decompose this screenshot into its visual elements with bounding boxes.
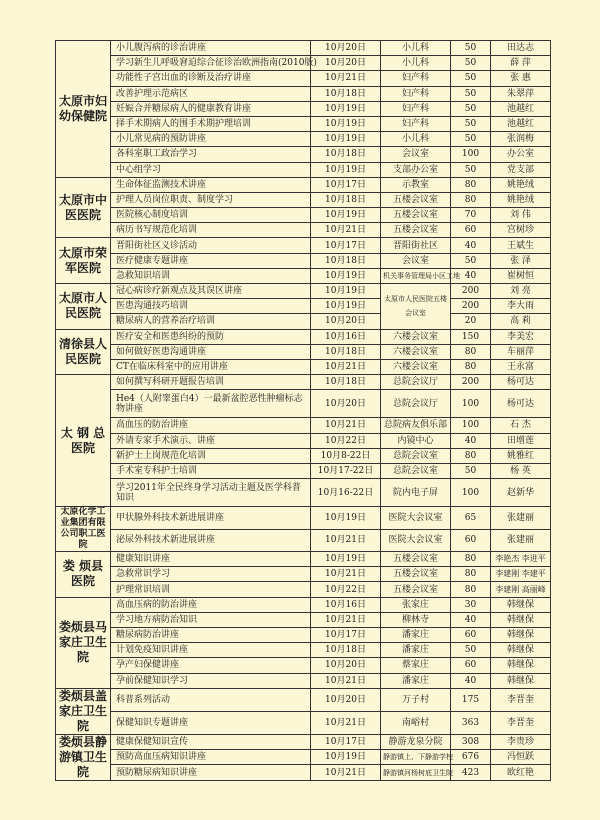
place-cell: 南峪村 [381, 711, 451, 734]
table-row [56, 223, 551, 238]
topic-cell: 高血压的防治讲座 [111, 418, 311, 433]
count-cell: 676 [451, 750, 491, 765]
topic-cell: 甲状腺外科技术新进展讲座 [111, 507, 311, 530]
topic-cell: 各科室职工政治学习 [111, 147, 311, 162]
person-cell: 李美宏 [491, 329, 551, 344]
date-cell: 10月18日 [311, 147, 381, 162]
date-cell: 10月20日 [311, 56, 381, 71]
count-cell: 200 [451, 299, 491, 314]
count-cell: 50 [451, 162, 491, 177]
place-cell: 总院会议厅 [381, 390, 451, 418]
topic-cell: 急救常识学习 [111, 567, 311, 582]
place-cell: 五楼会议室 [381, 582, 451, 597]
person-cell: 党支部 [491, 162, 551, 177]
person-cell: 张 泽 [491, 253, 551, 268]
date-cell: 10月20日 [311, 688, 381, 711]
place-cell: 晋阳街社区 [381, 238, 451, 253]
place-cell: 总院会议室 [381, 448, 451, 463]
count-cell: 40 [451, 268, 491, 283]
count-cell: 40 [451, 433, 491, 448]
schedule-sheet [55, 40, 550, 781]
date-cell: 10月19日 [311, 284, 381, 299]
topic-cell: 功能性子宫出血的诊断及治疗讲座 [111, 71, 311, 86]
date-cell: 10月22日 [311, 433, 381, 448]
person-cell: 办公室 [491, 147, 551, 162]
table-row [56, 673, 551, 688]
table-row [56, 597, 551, 612]
place-cell: 妇产科 [381, 116, 451, 131]
place-cell: 医院大会议室 [381, 529, 451, 552]
date-cell: 10月19日 [311, 507, 381, 530]
date-cell: 10月19日 [311, 208, 381, 223]
person-cell: 刘 伟 [491, 208, 551, 223]
person-cell: 张建丽 [491, 507, 551, 530]
person-cell: 池越红 [491, 101, 551, 116]
topic-cell: 如何撰写科研开题报告培训 [111, 375, 311, 390]
table-row [56, 268, 551, 283]
count-cell: 50 [451, 253, 491, 268]
topic-cell: 医疗健康专题讲座 [111, 253, 311, 268]
topic-cell: 学习地方病防治知识 [111, 612, 311, 627]
table-row [56, 284, 551, 299]
person-cell: 欧红艳 [491, 765, 551, 780]
topic-cell: 冠心病诊疗新观点及其误区讲座 [111, 284, 311, 299]
date-cell: 10月16-22日 [311, 479, 381, 507]
topic-cell: CT在临床科室中的应用讲座 [111, 359, 311, 374]
place-cell: 静游镇河杨树底卫生院 [381, 765, 451, 780]
date-cell: 10月21日 [311, 359, 381, 374]
topic-cell: 预防高血压病知识讲座 [111, 750, 311, 765]
table-row [56, 375, 551, 390]
date-cell: 10月16日 [311, 597, 381, 612]
table-row [56, 116, 551, 131]
count-cell: 100 [451, 418, 491, 433]
person-cell: 李贵珍 [491, 734, 551, 749]
count-cell: 80 [451, 359, 491, 374]
place-cell: 六楼会议室 [381, 359, 451, 374]
person-cell: 李建刚 高丽峰 [491, 582, 551, 597]
topic-cell: 晋阳街社区义诊活动 [111, 238, 311, 253]
count-cell: 50 [451, 56, 491, 71]
place-cell: 五楼会议室 [381, 192, 451, 207]
date-cell: 10月19日 [311, 101, 381, 116]
table-row [56, 147, 551, 162]
unit-cell: 太 钢 总医院 [56, 375, 111, 507]
person-cell: 韩继保 [491, 628, 551, 643]
date-cell: 10月17日 [311, 238, 381, 253]
person-cell: 姚雅红 [491, 448, 551, 463]
table-row [56, 162, 551, 177]
table-row [56, 390, 551, 418]
place-cell: 静游镇上、下静游学校 [381, 750, 451, 765]
unit-cell: 太原市人民医院 [56, 284, 111, 330]
count-cell: 80 [451, 177, 491, 192]
unit-cell: 娄烦县盖家庄卫生院 [56, 688, 111, 734]
table-row [56, 479, 551, 507]
topic-cell: 孕产妇保健讲座 [111, 658, 311, 673]
date-cell: 10月21日 [311, 418, 381, 433]
person-cell: 姚艳绒 [491, 192, 551, 207]
person-cell: 杨可达 [491, 390, 551, 418]
person-cell: 薛 萍 [491, 56, 551, 71]
table-row [56, 101, 551, 116]
table-row [56, 612, 551, 627]
unit-cell: 娄烦县马家庄卫生院 [56, 597, 111, 688]
topic-cell: 健康保健知识宣传 [111, 734, 311, 749]
count-cell: 150 [451, 329, 491, 344]
person-cell: 冯恒跃 [491, 750, 551, 765]
place-cell: 潘家庄 [381, 673, 451, 688]
count-cell: 175 [451, 688, 491, 711]
topic-cell: 科普系列活动 [111, 688, 311, 711]
count-cell: 40 [451, 673, 491, 688]
table-row [56, 628, 551, 643]
place-cell: 五楼会议室 [381, 223, 451, 238]
person-cell: 车丽萍 [491, 344, 551, 359]
place-cell: 蔡家庄 [381, 658, 451, 673]
topic-cell: 小儿腹泻病的诊治讲座 [111, 41, 311, 56]
date-cell: 10月19日 [311, 116, 381, 131]
person-cell: 韩继保 [491, 597, 551, 612]
date-cell: 10月20日 [311, 658, 381, 673]
topic-cell: 妊娠合并糖尿病人的健康教育讲座 [111, 101, 311, 116]
date-cell: 10月19日 [311, 750, 381, 765]
person-cell: 李建刚 李建平 [491, 567, 551, 582]
count-cell: 80 [451, 552, 491, 567]
table-row [56, 448, 551, 463]
date-cell: 10月19日 [311, 268, 381, 283]
date-cell: 10月21日 [311, 765, 381, 780]
person-cell: 池越红 [491, 116, 551, 131]
table-row [56, 433, 551, 448]
count-cell: 423 [451, 765, 491, 780]
topic-cell: 手术室专科护士培训 [111, 463, 311, 478]
person-cell: 杨可达 [491, 375, 551, 390]
place-cell: 机关事务管理局小区工地 [381, 268, 451, 283]
date-cell: 10月18日 [311, 192, 381, 207]
topic-cell: 糖尿病防治讲座 [111, 628, 311, 643]
table-row [56, 418, 551, 433]
place-cell: 太原市人民医院五楼会议室 [381, 284, 451, 330]
date-cell: 10月19日 [311, 162, 381, 177]
count-cell: 50 [451, 41, 491, 56]
date-cell: 10月18日 [311, 375, 381, 390]
table-row [56, 299, 551, 314]
person-cell: 王永富 [491, 359, 551, 374]
date-cell: 10月20日 [311, 390, 381, 418]
unit-cell: 太原市荣军医院 [56, 238, 111, 284]
date-cell: 10月16日 [311, 329, 381, 344]
count-cell: 50 [451, 132, 491, 147]
person-cell: 朱翠萍 [491, 86, 551, 101]
unit-cell: 太原市妇幼保健院 [56, 41, 111, 178]
place-cell: 六楼会议室 [381, 329, 451, 344]
place-cell: 院内电子屏 [381, 479, 451, 507]
count-cell: 200 [451, 375, 491, 390]
count-cell: 200 [451, 284, 491, 299]
table-row [56, 71, 551, 86]
place-cell: 柳林寺 [381, 612, 451, 627]
count-cell: 65 [451, 507, 491, 530]
unit-cell: 娄烦县静游镇卫生院 [56, 734, 111, 780]
person-cell: 石 杰 [491, 418, 551, 433]
schedule-table-body [56, 41, 551, 781]
table-row [56, 177, 551, 192]
count-cell: 50 [451, 71, 491, 86]
table-row [56, 582, 551, 597]
count-cell: 60 [451, 658, 491, 673]
table-row [56, 765, 551, 780]
topic-cell: 学习2011年全民终身学习活动主题及医学科普知识 [111, 479, 311, 507]
count-cell: 50 [451, 116, 491, 131]
table-row [56, 734, 551, 749]
place-cell: 六楼会议室 [381, 344, 451, 359]
table-row [56, 314, 551, 329]
table-row [56, 253, 551, 268]
topic-cell: 高血压病的防治讲座 [111, 597, 311, 612]
date-cell: 10月20日 [311, 314, 381, 329]
topic-cell: 计划免疫知识讲座 [111, 643, 311, 658]
person-cell: 韩继保 [491, 658, 551, 673]
date-cell: 10月18日 [311, 344, 381, 359]
unit-cell: 太原市中医医院 [56, 177, 111, 238]
table-row [56, 86, 551, 101]
count-cell: 80 [451, 344, 491, 359]
date-cell: 10月21日 [311, 612, 381, 627]
place-cell: 小儿科 [381, 41, 451, 56]
date-cell: 10月21日 [311, 71, 381, 86]
date-cell: 10月22日 [311, 582, 381, 597]
date-cell: 10月18日 [311, 253, 381, 268]
count-cell: 100 [451, 390, 491, 418]
place-cell: 五楼会议室 [381, 208, 451, 223]
topic-cell: 泌尿外科技术新进展讲座 [111, 529, 311, 552]
table-row [56, 688, 551, 711]
place-cell: 潘家庄 [381, 643, 451, 658]
count-cell: 100 [451, 147, 491, 162]
count-cell: 80 [451, 448, 491, 463]
place-cell: 静游龙泉分院 [381, 734, 451, 749]
count-cell: 50 [451, 463, 491, 478]
place-cell: 五楼会议室 [381, 567, 451, 582]
date-cell: 10月19日 [311, 132, 381, 147]
person-cell: 李晋奎 [491, 688, 551, 711]
date-cell: 10月17日 [311, 177, 381, 192]
count-cell: 50 [451, 86, 491, 101]
topic-cell: 如何做好医患沟通讲座 [111, 344, 311, 359]
count-cell: 20 [451, 314, 491, 329]
person-cell: 韩继保 [491, 643, 551, 658]
topic-cell: 小儿常见病的预防讲座 [111, 132, 311, 147]
person-cell: 刘 亮 [491, 284, 551, 299]
topic-cell: 择手术期病人的围手术期护理培训 [111, 116, 311, 131]
table-row [56, 552, 551, 567]
person-cell: 张建丽 [491, 529, 551, 552]
person-cell: 田达志 [491, 41, 551, 56]
count-cell: 60 [451, 628, 491, 643]
date-cell: 10月18日 [311, 643, 381, 658]
count-cell: 50 [451, 643, 491, 658]
place-cell: 妇产科 [381, 101, 451, 116]
person-cell: 张 惠 [491, 71, 551, 86]
table-row [56, 56, 551, 71]
place-cell: 总院会议厅 [381, 375, 451, 390]
topic-cell: 新护士上岗规范化培训 [111, 448, 311, 463]
date-cell: 10月17日 [311, 628, 381, 643]
count-cell: 80 [451, 567, 491, 582]
place-cell: 支部办公室 [381, 162, 451, 177]
date-cell: 10月21日 [311, 711, 381, 734]
schedule-table [55, 40, 551, 781]
date-cell: 10月21日 [311, 567, 381, 582]
place-cell: 总院会议室 [381, 463, 451, 478]
table-row [56, 529, 551, 552]
topic-cell: 外请专家手术演示、讲座 [111, 433, 311, 448]
count-cell: 30 [451, 597, 491, 612]
place-cell: 会议室 [381, 147, 451, 162]
place-cell: 妇产科 [381, 71, 451, 86]
date-cell: 10月17日 [311, 734, 381, 749]
topic-cell: 保健知识专题讲座 [111, 711, 311, 734]
date-cell: 10月21日 [311, 673, 381, 688]
person-cell: 李晋奎 [491, 711, 551, 734]
date-cell: 10月20日 [311, 41, 381, 56]
topic-cell: 糖尿病人的营养治疗培训 [111, 314, 311, 329]
count-cell: 60 [451, 223, 491, 238]
place-cell: 万子村 [381, 688, 451, 711]
topic-cell: 预防糖尿病知识讲座 [111, 765, 311, 780]
place-cell: 示教室 [381, 177, 451, 192]
place-cell: 五楼会议室 [381, 552, 451, 567]
count-cell: 100 [451, 479, 491, 507]
count-cell: 40 [451, 612, 491, 627]
count-cell: 40 [451, 238, 491, 253]
place-cell: 潘家庄 [381, 628, 451, 643]
place-cell: 内镜中心 [381, 433, 451, 448]
topic-cell: 护理常识培训 [111, 582, 311, 597]
count-cell: 70 [451, 208, 491, 223]
place-cell: 妇产科 [381, 86, 451, 101]
topic-cell: 生命体征监测技术讲座 [111, 177, 311, 192]
place-cell: 总院病友俱乐部 [381, 418, 451, 433]
table-row [56, 208, 551, 223]
count-cell: 80 [451, 192, 491, 207]
place-cell: 小儿科 [381, 56, 451, 71]
place-cell: 小儿科 [381, 132, 451, 147]
topic-cell: 改善护理示范病区 [111, 86, 311, 101]
topic-cell: 健康知识讲座 [111, 552, 311, 567]
topic-cell: 护理人员岗位职责、制度学习 [111, 192, 311, 207]
table-row [56, 238, 551, 253]
table-row [56, 658, 551, 673]
date-cell: 10月19日 [311, 552, 381, 567]
table-row [56, 41, 551, 56]
person-cell: 杨 英 [491, 463, 551, 478]
topic-cell: 中心组学习 [111, 162, 311, 177]
date-cell: 10月21日 [311, 223, 381, 238]
table-row [56, 329, 551, 344]
count-cell: 60 [451, 529, 491, 552]
table-row [56, 344, 551, 359]
place-cell: 会议室 [381, 253, 451, 268]
person-cell: 韩继保 [491, 673, 551, 688]
topic-cell: 孕前保健知识学习 [111, 673, 311, 688]
date-cell: 10月18日 [311, 86, 381, 101]
table-row [56, 359, 551, 374]
count-cell: 308 [451, 734, 491, 749]
count-cell: 50 [451, 101, 491, 116]
topic-cell: 医疗安全和医患纠纷的预防 [111, 329, 311, 344]
table-row [56, 463, 551, 478]
person-cell: 高 莉 [491, 314, 551, 329]
date-cell: 10月17-22日 [311, 463, 381, 478]
person-cell: 韩继保 [491, 612, 551, 627]
count-cell: 80 [451, 582, 491, 597]
person-cell: 张润梅 [491, 132, 551, 147]
topic-cell: 医患沟通技巧培训 [111, 299, 311, 314]
topic-cell: 医院核心制度培训 [111, 208, 311, 223]
person-cell: 田增莲 [491, 433, 551, 448]
table-row [56, 132, 551, 147]
table-row [56, 643, 551, 658]
table-row [56, 192, 551, 207]
table-row [56, 567, 551, 582]
person-cell: 宫树珍 [491, 223, 551, 238]
unit-cell: 娄 烦县医院 [56, 552, 111, 598]
table-row [56, 507, 551, 530]
person-cell: 姚艳绒 [491, 177, 551, 192]
topic-cell: 学习新生儿呼吸窘迫综合征诊治欧洲指南(2010版) [111, 56, 311, 71]
place-cell: 张家庄 [381, 597, 451, 612]
topic-cell: 急救知识培训 [111, 268, 311, 283]
date-cell: 10月8-22日 [311, 448, 381, 463]
place-cell: 医院大会议室 [381, 507, 451, 530]
table-row [56, 711, 551, 734]
table-row [56, 750, 551, 765]
person-cell: 李艳杰 李进平 [491, 552, 551, 567]
unit-cell: 太原化学工业集团有限公司职工医院 [56, 507, 111, 552]
person-cell: 李大雨 [491, 299, 551, 314]
person-cell: 崔树恒 [491, 268, 551, 283]
date-cell: 10月21日 [311, 529, 381, 552]
unit-cell: 清徐县人民医院 [56, 329, 111, 375]
person-cell: 赵新华 [491, 479, 551, 507]
topic-cell: 病历书写规范化培训 [111, 223, 311, 238]
count-cell: 363 [451, 711, 491, 734]
person-cell: 王斌生 [491, 238, 551, 253]
topic-cell: He4（人附睾蛋白4）一最新盆腔恶性肿瘤标志物讲座 [111, 390, 311, 418]
date-cell: 10月19日 [311, 299, 381, 314]
